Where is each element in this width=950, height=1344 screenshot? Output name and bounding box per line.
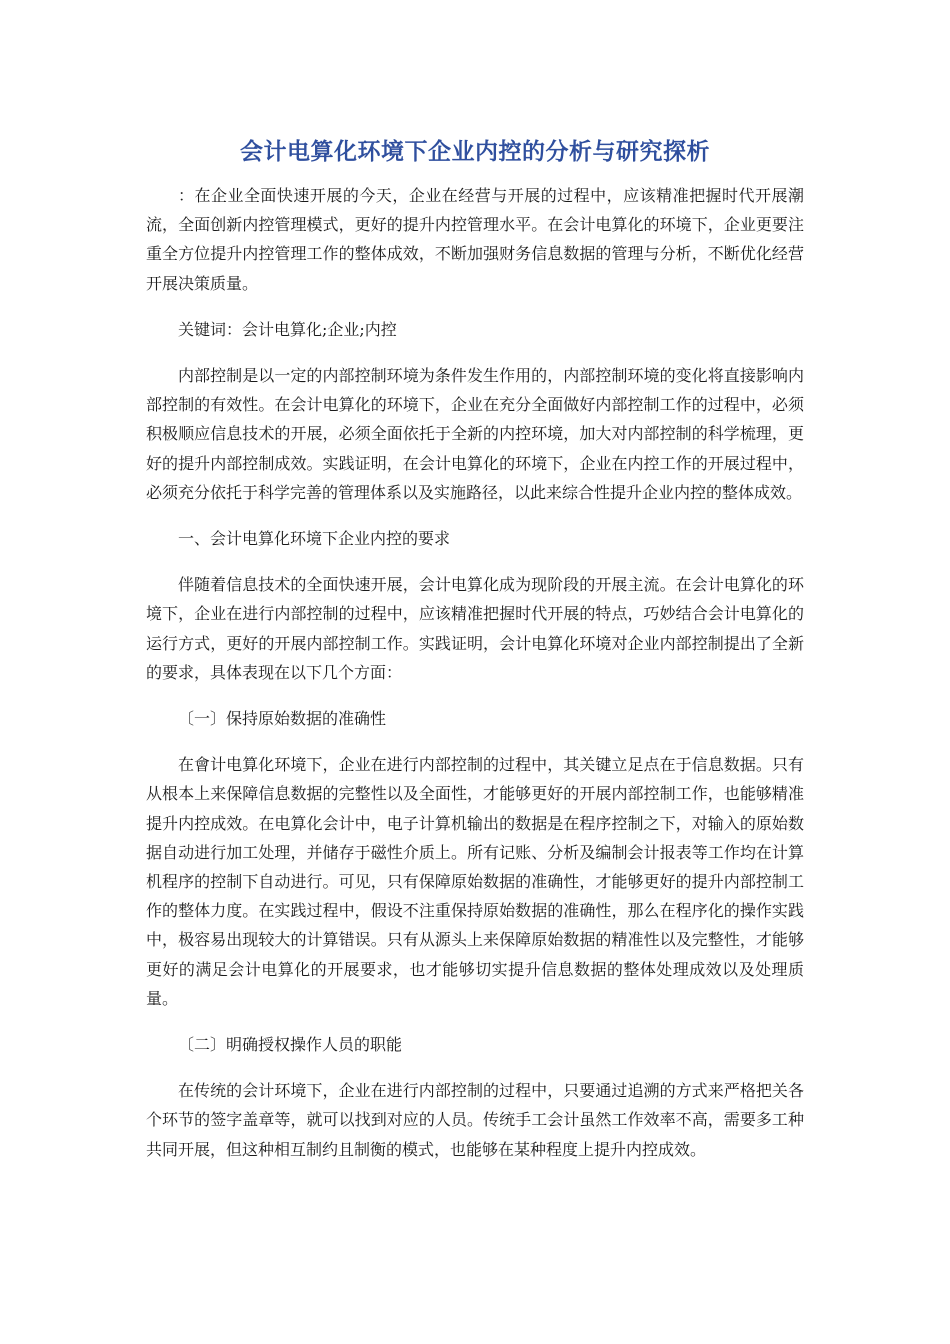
document-body xyxy=(146,181,804,1181)
intro-paragraph: 内部控制是以一定的内部控制环境为条件发生作用的，内部控制环境的变化将直接影响内部控制的有效性。在会计电算化的环境下，企业在充分全面做好内部控制工作的过程中，必须积极顺应信息技术的开展，必须全面依托于全新的内控环境，加大对内部控制的科学梳理，更好的提升内部控制成效。实践证明，在会计电算化的环境下，企业在内控工作的开展过程中，必须充分依托于科学完善的管理体系以及实施路径，以此来综合性提升企业内控的整体成效。 xyxy=(146,366,804,502)
section-1-heading: 一、会计电算化环境下企业内控的要求 xyxy=(178,529,451,549)
subsection-1-paragraph: 在會计电算化环境下，企业在进行内部控制的过程中，其关键立足点在于信息数据。只有从根本上来保障信息数据的完整性以及全面性，才能够更好的开展内部控制工作，也能够精准提升内控成效。在电算化会计中，电子计算机输出的数据是在程序控制之下，对输入的原始数据自动进行加工处理，并储存于磁性介质上。所有记账、分析及编制会计报表等工作均在计算机程序的控制下自动进行。可见，只有保障原始数据的准确性，才能够更好的提升内部控制工作的整体力度。在实践过程中，假设不注重保持原始数据的准确性，那么在程序化的操作实践中，极容易出现较大的计算错误。只有从源头上来保障原始数据的精准性以及完整性，才能够更好的满足会计电算化的开展要求，也才能够切实提升信息数据的整体处理成效以及处理质量。 xyxy=(146,755,804,1008)
section-1-paragraph: 伴随着信息技术的全面快速开展，会计电算化成为现阶段的开展主流。在会计电算化的环境下，企业在进行内部控制的过程中，应该精准把握时代开展的特点，巧妙结合会计电算化的运行方式，更好的开展内部控制工作。实践证明，会计电算化环境对企业内部控制提出了全新的要求，具体表现在以下几个方面： xyxy=(146,575,804,682)
abstract-paragraph: ：在企业全面快速开展的今天，企业在经营与开展的过程中，应该精准把握时代开展潮流，全面创新内控管理模式，更好的提升内控管理水平。在会计电算化的环境下，企业更要注重全方位提升内控管理工作的整体成效，不断加强财务信息数据的管理与分析，不断优化经营开展决策质量。 xyxy=(146,186,804,293)
document-title: 会计电算化环境下企业内控的分析与研究探析 xyxy=(240,139,710,165)
subsection-2-heading: 〔二〕明确授权操作人员的职能 xyxy=(178,1035,403,1055)
keywords-line: 关键词：会计电算化;企业;内控 xyxy=(178,319,397,339)
subsection-1-heading: 〔一〕保持原始数据的准确性 xyxy=(178,709,387,729)
subsection-2-paragraph: 在传统的会计环境下，企业在进行内部控制的过程中，只要通过追溯的方式来严格把关各个环节的签字盖章等，就可以找到对应的人员。传统手工会计虽然工作效率不高，需要多工种共同开展，但这种相互制约且制衡的模式，也能够在某种程度上提升内控成效。 xyxy=(146,1081,804,1159)
